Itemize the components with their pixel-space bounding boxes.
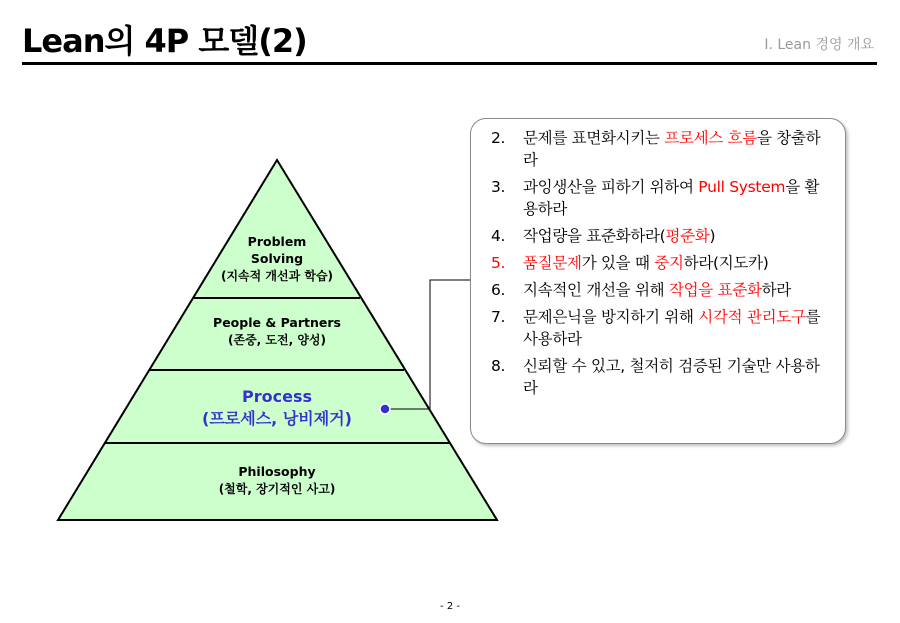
principle-text: 문제를 표면화시키는 (523, 129, 665, 147)
principle-text: 지속적인 개선을 위해 (523, 281, 669, 299)
principle-text: 작업량을 표준화하라( (523, 227, 666, 245)
principle-number: 5. (491, 254, 506, 272)
principle-text: ) (709, 227, 716, 245)
principle-item (491, 225, 833, 247)
principle-text: 문제은닉을 방지하기 위해 (523, 308, 699, 326)
principle-highlight: 평준화 (665, 227, 710, 245)
tier-subtitle: (프로세스, 낭비제거) (202, 409, 352, 429)
principle-item (491, 355, 833, 399)
tier-process (160, 386, 394, 431)
principle-text: 을 창출하라 (523, 129, 821, 169)
tier-title: People & Partners (213, 315, 341, 330)
tier-people-partners (170, 315, 384, 348)
principles-list (471, 119, 845, 399)
principle-item (491, 252, 833, 274)
principle-text: 를 사용하라 (523, 308, 821, 348)
principle-number: 7. (491, 308, 506, 326)
section-label: I. Lean 경영 개요 (764, 37, 874, 53)
principle-text: 을 활용하라 (523, 178, 820, 218)
tier-title: Process (242, 387, 312, 406)
principle-highlight: Pull System (698, 178, 786, 196)
tier-subtitle: (철학, 장기적인 사고) (218, 481, 336, 496)
principle-text: 가 있을 때 (581, 254, 655, 272)
tier-title-line2: Solving (250, 250, 304, 266)
principle-text: 과잉생산을 피하기 위하여 (523, 178, 699, 196)
page-number: - 2 - (440, 601, 460, 612)
principle-item (491, 176, 833, 220)
principle-number: 6. (491, 281, 506, 299)
principle-number: 2. (491, 129, 506, 147)
principle-text: 하라 (761, 281, 791, 299)
principle-text: 하라(지도카) (683, 254, 769, 272)
tier-title-line1: Problem (247, 234, 307, 249)
tier-philosophy (150, 464, 404, 497)
principle-highlight: 프로세스 흐름 (664, 129, 757, 147)
principle-number: 4. (491, 227, 506, 245)
tier-problem-solving (200, 234, 354, 284)
principle-highlight: 중지 (654, 254, 684, 272)
principle-item (491, 279, 833, 301)
tier-subtitle: (지속적 개선과 학습) (220, 268, 334, 283)
tier-subtitle: (존중, 도전, 양성) (228, 332, 326, 347)
principle-highlight: 시각적 관리도구 (698, 308, 806, 326)
process-principles-callout (470, 118, 846, 444)
slide-title: Lean의 4P 모델(2) (22, 22, 307, 60)
principle-item (491, 306, 833, 350)
tier-title: Philosophy (238, 464, 316, 479)
principle-item (491, 127, 833, 171)
principle-number: 8. (491, 357, 506, 375)
principle-highlight: 작업을 표준화 (668, 281, 762, 299)
principle-highlight: 품질문제 (523, 254, 582, 272)
principle-text: 신뢰할 수 있고, 철저히 검증된 기술만 사용하라 (523, 357, 820, 397)
principle-number: 3. (491, 178, 506, 196)
